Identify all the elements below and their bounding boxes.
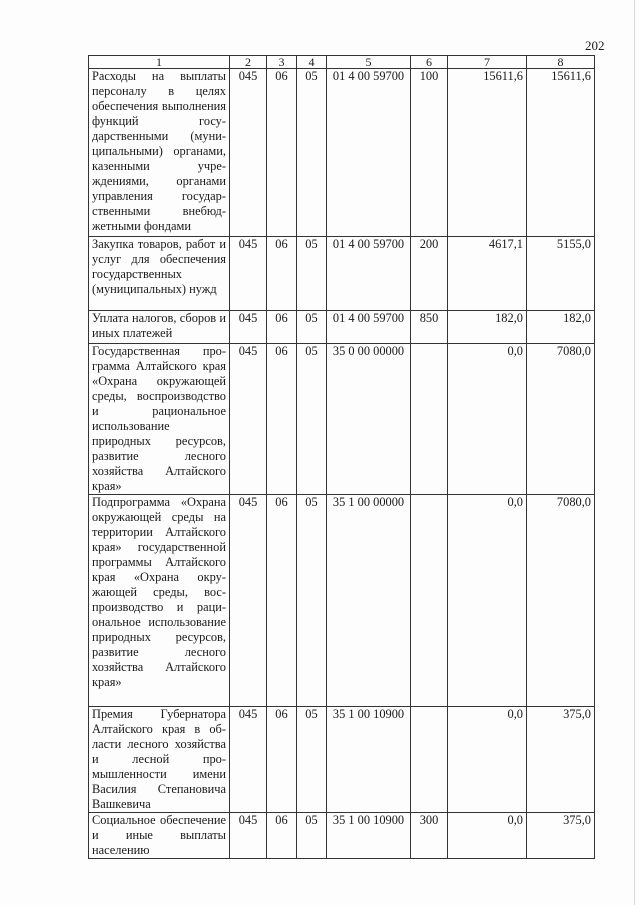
cell-amount-col8: 5155,0 — [527, 237, 595, 311]
cell-ministry-code: 045 — [230, 495, 267, 707]
cell-subsection: 05 — [297, 237, 327, 311]
row-name: Подпрограмма «Охрана окружающей среды на территории Алтайского края» государственной программы Алтайского края «Охрана окружающей среды, воспроизводство и рациональное использование природных ресурсов, развитие лесного хозяйства Алтайского края» — [89, 495, 230, 707]
page-number: 202 — [585, 38, 605, 53]
cell-amount-col8: 7080,0 — [527, 495, 595, 707]
cell-ministry-code: 045 — [230, 237, 267, 311]
cell-amount-col8: 15611,6 — [527, 69, 595, 237]
col-header-4: 4 — [297, 56, 327, 69]
col-header-2: 2 — [230, 56, 267, 69]
cell-subsection: 05 — [297, 69, 327, 237]
cell-section: 06 — [267, 311, 297, 344]
cell-target-article: 01 4 00 59700 — [327, 311, 411, 344]
cell-subsection: 05 — [297, 311, 327, 344]
table-row — [89, 344, 595, 495]
cell-amount-col8: 7080,0 — [527, 344, 595, 495]
cell-subsection: 05 — [297, 344, 327, 495]
table-row — [89, 237, 595, 311]
cell-target-article: 01 4 00 59700 — [327, 237, 411, 311]
table-header-row — [89, 56, 595, 69]
cell-expense-type: 100 — [411, 69, 448, 237]
cell-amount-col7: 182,0 — [448, 311, 527, 344]
cell-amount-col7: 0,0 — [448, 813, 527, 859]
cell-amount-col7: 0,0 — [448, 495, 527, 707]
cell-ministry-code: 045 — [230, 69, 267, 237]
cell-expense-type: 300 — [411, 813, 448, 859]
cell-subsection: 05 — [297, 495, 327, 707]
row-name: Государственная программа Алтайского края «Охрана окружающей среды, воспроизводство и рациональное использование природных ресурсов, развитие лесного хозяйства Алтайского края» — [89, 344, 230, 495]
cell-ministry-code: 045 — [230, 344, 267, 495]
col-header-8: 8 — [527, 56, 595, 69]
cell-section: 06 — [267, 813, 297, 859]
row-name: Социальное обеспечение и иные выплаты населению — [89, 813, 230, 859]
cell-expense-type — [411, 495, 448, 707]
cell-section: 06 — [267, 237, 297, 311]
table-row — [89, 707, 595, 813]
table-row — [89, 813, 595, 859]
cell-amount-col7: 0,0 — [448, 707, 527, 813]
cell-ministry-code: 045 — [230, 813, 267, 859]
cell-target-article: 35 1 00 00000 — [327, 495, 411, 707]
page-edge-line — [634, 0, 635, 905]
col-header-5: 5 — [327, 56, 411, 69]
cell-expense-type — [411, 344, 448, 495]
budget-table — [88, 55, 595, 859]
cell-amount-col7: 0,0 — [448, 344, 527, 495]
cell-target-article: 35 1 00 10900 — [327, 813, 411, 859]
cell-expense-type: 200 — [411, 237, 448, 311]
cell-target-article: 01 4 00 59700 — [327, 69, 411, 237]
cell-section: 06 — [267, 344, 297, 495]
table-row — [89, 495, 595, 707]
cell-expense-type — [411, 707, 448, 813]
cell-target-article: 35 1 00 10900 — [327, 707, 411, 813]
table-row — [89, 69, 595, 237]
cell-amount-col7: 4617,1 — [448, 237, 527, 311]
row-name: Премия Губернатора Алтайского края в области лесного хозяйства и лесной промышленности имени Василия Степановича Вашкевича — [89, 707, 230, 813]
cell-amount-col7: 15611,6 — [448, 69, 527, 237]
col-header-3: 3 — [267, 56, 297, 69]
cell-ministry-code: 045 — [230, 707, 267, 813]
cell-ministry-code: 045 — [230, 311, 267, 344]
col-header-1: 1 — [89, 56, 230, 69]
col-header-7: 7 — [448, 56, 527, 69]
table-row — [89, 311, 595, 344]
cell-subsection: 05 — [297, 707, 327, 813]
cell-section: 06 — [267, 69, 297, 237]
cell-subsection: 05 — [297, 813, 327, 859]
col-header-6: 6 — [411, 56, 448, 69]
cell-amount-col8: 182,0 — [527, 311, 595, 344]
cell-target-article: 35 0 00 00000 — [327, 344, 411, 495]
cell-expense-type: 850 — [411, 311, 448, 344]
row-name: Уплата налогов, сборов и иных платежей — [89, 311, 230, 344]
cell-amount-col8: 375,0 — [527, 707, 595, 813]
row-name: Расходы на выплаты персоналу в целях обеспечения выполнения функций государственными (муниципальными) органами, казенными учреждениями, органами управления государственными внебюджетными фондами — [89, 69, 230, 237]
cell-amount-col8: 375,0 — [527, 813, 595, 859]
row-name: Закупка товаров, работ и услуг для обеспечения государственных (муниципальных) нужд — [89, 237, 230, 311]
cell-section: 06 — [267, 707, 297, 813]
cell-section: 06 — [267, 495, 297, 707]
